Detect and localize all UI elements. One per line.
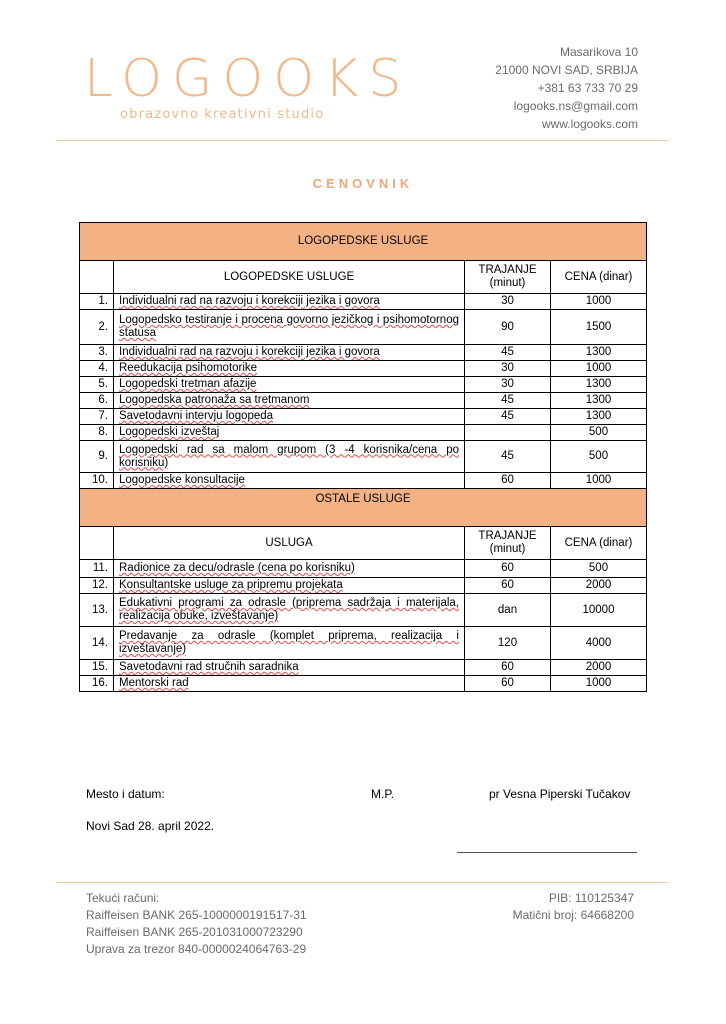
header-price: CENA (dinar) bbox=[551, 527, 647, 560]
row-number: 12. bbox=[80, 578, 114, 594]
table-row bbox=[80, 361, 647, 377]
footer-divider bbox=[56, 882, 668, 883]
signature-line bbox=[457, 852, 637, 853]
service-price: 1300 bbox=[551, 393, 647, 409]
service-name: Edukativni programi za odrasle (priprema sadržaja i materijala, realizacija obuke, izveštavanje) bbox=[114, 594, 465, 627]
footer-accounts-label: Tekući računi: bbox=[86, 891, 160, 905]
section-title: LOGOPEDSKE USLUGE bbox=[80, 223, 647, 261]
service-price: 1000 bbox=[551, 676, 647, 692]
service-price: 1300 bbox=[551, 345, 647, 361]
table-row bbox=[80, 627, 647, 660]
service-name: Logopedski rad sa malom grupom (3 -4 korisnika/cena po korisniku) bbox=[114, 441, 465, 473]
row-number: 3. bbox=[80, 345, 114, 361]
table-row bbox=[80, 594, 647, 627]
table-row bbox=[80, 377, 647, 393]
header-duration: TRAJANJE (minut) bbox=[465, 261, 551, 294]
service-duration: 45 bbox=[465, 393, 551, 409]
contact-city: 21000 NOVI SAD, SRBIJA bbox=[495, 63, 638, 77]
service-price: 2000 bbox=[551, 578, 647, 594]
header-price: CENA (dinar) bbox=[551, 261, 647, 294]
logo-subtitle: obrazovno kreativni studio bbox=[120, 107, 325, 122]
service-price: 1000 bbox=[551, 473, 647, 489]
service-duration: 60 bbox=[465, 473, 551, 489]
footer-account: Raiffeisen BANK 265-1000000191517-31 bbox=[86, 908, 307, 922]
row-number: 10. bbox=[80, 473, 114, 489]
table-row bbox=[80, 676, 647, 692]
place-date-value: Novi Sad 28. april 2022. bbox=[86, 819, 215, 833]
row-number: 14. bbox=[80, 627, 114, 660]
price-table bbox=[79, 222, 647, 692]
service-name: Predavanje za odrasle (komplet priprema, realizacija i izveštavanje) bbox=[114, 627, 465, 660]
footer-account: Raiffeisen BANK 265-201031000723290 bbox=[86, 925, 303, 939]
row-number: 13. bbox=[80, 594, 114, 627]
table-row bbox=[80, 294, 647, 310]
contact-email[interactable]: logooks.ns@gmail.com bbox=[513, 99, 638, 113]
service-duration: 60 bbox=[465, 560, 551, 578]
service-price: 2000 bbox=[551, 660, 647, 676]
table-row bbox=[80, 345, 647, 361]
row-number: 8. bbox=[80, 425, 114, 441]
stamp-label: M.P. bbox=[371, 787, 395, 801]
logo-wordmark: LOGOOKS bbox=[84, 49, 412, 109]
row-number: 2. bbox=[80, 310, 114, 345]
service-duration: 30 bbox=[465, 294, 551, 310]
service-name: Konsultantske usluge za pripremu projekata bbox=[114, 578, 465, 594]
header-num-cell bbox=[80, 261, 114, 294]
table-row bbox=[80, 578, 647, 594]
service-duration: 45 bbox=[465, 345, 551, 361]
row-number: 11. bbox=[80, 560, 114, 578]
service-price: 1500 bbox=[551, 310, 647, 345]
service-duration: 60 bbox=[465, 676, 551, 692]
service-name: Individualni rad na razvoju i korekciji jezika i govora bbox=[114, 294, 465, 310]
contact-website[interactable]: www.logooks.com bbox=[541, 117, 638, 131]
row-number: 9. bbox=[80, 441, 114, 473]
service-price: 500 bbox=[551, 441, 647, 473]
header-duration: TRAJANJE (minut) bbox=[465, 527, 551, 560]
service-price: 10000 bbox=[551, 594, 647, 627]
service-duration bbox=[465, 425, 551, 441]
service-name: Reedukacija psihomotorike bbox=[114, 361, 465, 377]
header-service: USLUGA bbox=[114, 527, 465, 560]
service-name: Savetodavni rad stručnih saradnika bbox=[114, 660, 465, 676]
table-row bbox=[80, 660, 647, 676]
service-duration: 60 bbox=[465, 578, 551, 594]
row-number: 7. bbox=[80, 409, 114, 425]
service-name: Individualni rad na razvoju i korekciji jezika i govora bbox=[114, 345, 465, 361]
service-price: 1000 bbox=[551, 361, 647, 377]
service-price: 1300 bbox=[551, 409, 647, 425]
service-duration: 30 bbox=[465, 377, 551, 393]
service-price: 500 bbox=[551, 425, 647, 441]
table-row bbox=[80, 473, 647, 489]
signer-name: pr Vesna Piperski Tučakov bbox=[489, 787, 631, 801]
service-name: Logopedske konsultacije bbox=[114, 473, 465, 489]
service-name: Radionice za decu/odrasle (cena po korisniku) bbox=[114, 560, 465, 578]
service-duration: 90 bbox=[465, 310, 551, 345]
service-duration: 45 bbox=[465, 409, 551, 425]
row-number: 1. bbox=[80, 294, 114, 310]
service-price: 1000 bbox=[551, 294, 647, 310]
row-number: 16. bbox=[80, 676, 114, 692]
table-row bbox=[80, 409, 647, 425]
table-row bbox=[80, 441, 647, 473]
service-price: 1300 bbox=[551, 377, 647, 393]
footer-bank-info bbox=[86, 890, 307, 958]
service-name: Logopedski izveštaj bbox=[114, 425, 465, 441]
contact-address: Masarikova 10 bbox=[559, 45, 638, 59]
service-price: 500 bbox=[551, 560, 647, 578]
header-num-cell bbox=[80, 527, 114, 560]
row-number: 4. bbox=[80, 361, 114, 377]
service-name: Savetodavni intervju logopeda bbox=[114, 409, 465, 425]
contact-phone: +381 63 733 70 29 bbox=[537, 81, 638, 95]
service-name: Logopedski tretman afazije bbox=[114, 377, 465, 393]
section-title: OSTALE USLUGE bbox=[80, 489, 647, 527]
footer-registration-number: Matični broj: 64668200 bbox=[512, 908, 634, 922]
table-row bbox=[80, 393, 647, 409]
table-row bbox=[80, 425, 647, 441]
service-duration: 45 bbox=[465, 441, 551, 473]
service-name: Logopedsko testiranje i procena govorno jezičkog i psihomotornog statusa bbox=[114, 310, 465, 345]
table-row bbox=[80, 560, 647, 578]
row-number: 6. bbox=[80, 393, 114, 409]
service-price: 4000 bbox=[551, 627, 647, 660]
service-duration: 60 bbox=[465, 660, 551, 676]
footer-tax-info bbox=[513, 890, 634, 924]
footer-account: Uprava za trezor 840-0000024064763-29 bbox=[86, 942, 307, 956]
table-row bbox=[80, 310, 647, 345]
place-date-label: Mesto i datum: bbox=[86, 787, 165, 801]
service-name: Logopedska patronaža sa tretmanom bbox=[114, 393, 465, 409]
service-duration: 30 bbox=[465, 361, 551, 377]
service-name: Mentorski rad bbox=[114, 676, 465, 692]
footer-pib: PIB: 110125347 bbox=[548, 891, 634, 905]
service-duration: 120 bbox=[465, 627, 551, 660]
document-title: CENOVNIK bbox=[312, 176, 414, 191]
row-number: 15. bbox=[80, 660, 114, 676]
service-duration: dan bbox=[465, 594, 551, 627]
header-service: LOGOPEDSKE USLUGE bbox=[114, 261, 465, 294]
header-divider bbox=[56, 140, 668, 141]
row-number: 5. bbox=[80, 377, 114, 393]
contact-block bbox=[495, 43, 638, 133]
